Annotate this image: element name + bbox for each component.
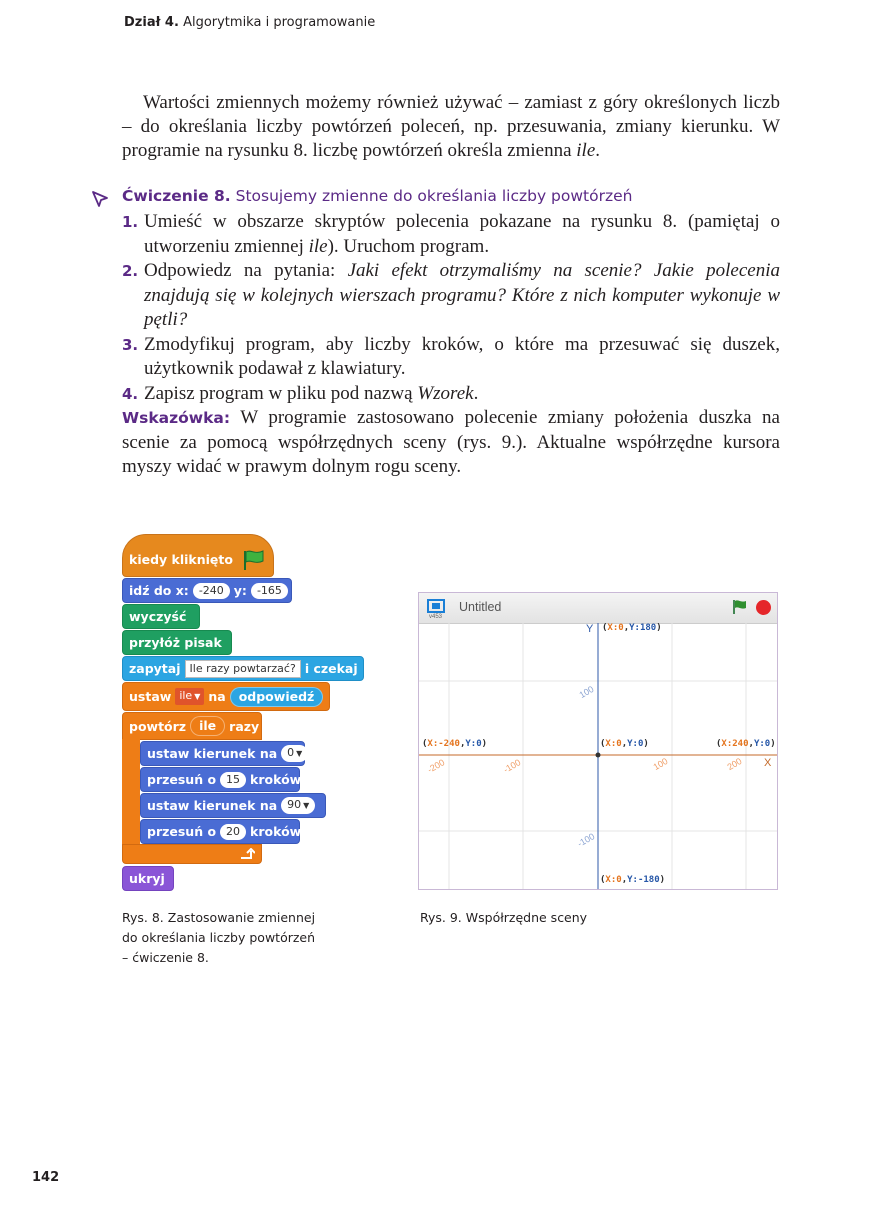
- task-item: [122, 210, 780, 259]
- direction-dropdown[interactable]: [281, 745, 308, 762]
- repeat-bottom: [122, 844, 262, 864]
- coord-y: Y:0: [627, 739, 644, 749]
- exercise-tasks: [122, 210, 780, 480]
- section-title: Algorytmika i programowanie: [183, 15, 376, 30]
- coord-left: (X:-240,Y:0): [422, 739, 488, 749]
- intro-paragraph: [122, 91, 780, 163]
- point-direction-block[interactable]: [140, 793, 326, 818]
- stop-icon[interactable]: [756, 600, 771, 615]
- caption-line: Rys. 8. Zastosowanie zmiennej: [122, 910, 316, 925]
- y-tick: -100: [575, 831, 597, 849]
- origin-dot: [596, 753, 601, 758]
- set-variable-block[interactable]: [122, 682, 330, 711]
- coord-y: Y:0: [753, 739, 771, 749]
- task-text: Zmodyfikuj program, aby liczby kroków, o które ma przesuwać się duszek, użytkownik podawał z klawiatury.: [144, 333, 780, 379]
- loop-arrow-icon: [239, 848, 255, 860]
- block-label: ustaw kierunek na: [147, 746, 278, 761]
- block-label: powtórz: [129, 718, 187, 734]
- coord-bottom: (X:0,Y:-180): [600, 875, 666, 885]
- task-text-end: .: [473, 382, 479, 404]
- figure-9-caption: [420, 908, 587, 928]
- direction-dropdown[interactable]: [281, 797, 315, 814]
- block-label: na: [208, 689, 226, 704]
- stage-title-bar: [419, 593, 777, 624]
- task-number: 4.: [122, 384, 139, 403]
- version-label: v453: [429, 614, 443, 620]
- cursor-arrow-icon: [90, 189, 110, 209]
- task-number: 3.: [122, 335, 139, 354]
- coord-y: Y:-180: [627, 875, 660, 885]
- answer-reporter[interactable]: odpowiedź: [230, 687, 324, 707]
- hint-label: Wskazówka:: [122, 409, 231, 427]
- y-input[interactable]: -165: [251, 583, 288, 599]
- exercise-label: Ćwiczenie 8.: [122, 187, 231, 205]
- hide-block[interactable]: [122, 866, 174, 891]
- question-input[interactable]: Ile razy powtarzać?: [185, 660, 301, 678]
- intro-end: .: [595, 140, 601, 161]
- task-item: [122, 259, 780, 333]
- block-label: razy: [229, 718, 260, 734]
- steps-input[interactable]: 15: [220, 772, 246, 788]
- coord-y: Y:180: [629, 623, 657, 633]
- point-direction-block[interactable]: [140, 741, 305, 766]
- dropdown-arrow-icon: ▼: [303, 801, 310, 810]
- page-number: 142: [32, 1170, 60, 1185]
- direction-value: 0: [287, 746, 295, 759]
- coord-right: (X:240,Y:0): [716, 739, 776, 749]
- task-italic: Jaki efekt otrzymaliśmy na scenie? Jakie polecenia znajdują się w kolejnych wierszach programu? Które z nich komputer wykonuje w pętli?: [144, 260, 780, 330]
- task-italic: ile: [308, 235, 328, 257]
- task-text: Umieść w obszarze skryptów polecenia pokazane na rysunku 8. (pamiętaj o utworzeniu zmiennej: [144, 211, 780, 257]
- x-tick: -200: [425, 757, 447, 775]
- coord-x: X:-240: [427, 739, 460, 749]
- repeat-arm: [122, 739, 140, 845]
- coord-top: (X:0,Y:180): [602, 623, 662, 633]
- direction-value: 90: [287, 798, 302, 811]
- coord-x: X:0: [605, 875, 622, 885]
- intro-var: ile: [576, 140, 596, 161]
- x-axis-label: X: [764, 757, 772, 769]
- caption-line: do określania liczby powtórzeń: [122, 930, 316, 945]
- x-tick: 200: [725, 755, 744, 773]
- block-label: kiedy kliknięto: [129, 552, 233, 567]
- ask-and-wait-block[interactable]: [122, 656, 364, 681]
- caption-line: – ćwiczenie 8.: [122, 950, 209, 965]
- x-input[interactable]: -240: [193, 583, 230, 599]
- figure-8-caption: [122, 908, 315, 968]
- exercise-title: [122, 187, 633, 205]
- project-title: Untitled: [459, 600, 502, 614]
- running-header: [124, 15, 375, 30]
- variable-reporter[interactable]: ile: [190, 716, 225, 736]
- coord-x: X:0: [607, 623, 624, 633]
- x-tick: -100: [501, 757, 523, 775]
- go-to-xy-block[interactable]: [122, 578, 292, 603]
- pen-down-block[interactable]: [122, 630, 232, 655]
- coord-x: X:0: [605, 739, 622, 749]
- block-label: ustaw: [129, 689, 172, 704]
- hint: [122, 406, 780, 480]
- task-text-end: ). Uruchom program.: [327, 235, 490, 257]
- task-number: 2.: [122, 262, 139, 280]
- block-label: przesuń o: [147, 824, 217, 839]
- when-flag-clicked-block[interactable]: [122, 534, 274, 577]
- scratch-stage: [418, 592, 778, 890]
- intro-text: Wartości zmiennych możemy również używać – zamiast z góry określonych liczb – do określania liczby powtórzeń poleceń, np. przesuwania, zmiany kierunku. W programie na rysunku 8. liczbę powtórzeń określa zmienna: [122, 92, 780, 161]
- block-label: ustaw kierunek na: [147, 798, 278, 813]
- block-label: ukryj: [129, 871, 165, 886]
- block-label: wyczyść: [129, 609, 187, 624]
- task-item: [122, 382, 780, 407]
- variable-dropdown[interactable]: [175, 688, 204, 705]
- move-steps-block[interactable]: [140, 819, 300, 844]
- dropdown-arrow-icon: ▼: [296, 749, 303, 758]
- steps-input[interactable]: 20: [220, 824, 246, 840]
- variable-name: ile: [179, 689, 193, 702]
- green-flag-icon[interactable]: [731, 599, 747, 615]
- block-label: kroków: [250, 824, 302, 839]
- block-label: przyłóż pisak: [129, 635, 222, 650]
- task-number: 1.: [122, 213, 139, 231]
- task-text: Zapisz program w pliku pod nazwą: [144, 382, 418, 404]
- move-steps-block[interactable]: [140, 767, 300, 792]
- section-number: Dział 4.: [124, 15, 179, 30]
- coord-x: X:240: [721, 739, 749, 749]
- fullscreen-icon[interactable]: [427, 599, 445, 613]
- coord-y: Y:0: [465, 739, 482, 749]
- caption-line: Rys. 9. Współrzędne sceny: [420, 910, 588, 925]
- exercise-heading: Stosujemy zmienne do określania liczby powtórzeń: [235, 187, 633, 205]
- green-flag-icon: [241, 549, 265, 571]
- task-item: [122, 333, 780, 382]
- block-label: i czekaj: [304, 661, 358, 676]
- block-label: zapytaj: [129, 661, 181, 676]
- block-label: przesuń o: [147, 772, 217, 787]
- task-italic: Wzorek: [417, 382, 474, 404]
- hint-text: W programie zastosowano polecenie zmiany położenia duszka na scenie za pomocą współrzędnych sceny (rys. 9.). Aktualne współrzędne kursora myszy widać w prawym dolnym rogu sceny.: [122, 407, 780, 477]
- y-axis-label: Y: [586, 623, 594, 635]
- clear-block[interactable]: [122, 604, 200, 629]
- x-tick: 100: [651, 755, 670, 773]
- repeat-block[interactable]: [122, 712, 262, 740]
- block-label: idź do x:: [129, 583, 189, 598]
- block-label: kroków: [250, 772, 302, 787]
- stage-grid: [419, 623, 777, 889]
- task-text: Odpowiedz na pytania:: [144, 260, 348, 281]
- dropdown-arrow-icon: ▼: [194, 692, 201, 701]
- y-tick: 100: [577, 683, 596, 701]
- coord-center: (X:0,Y:0): [600, 739, 649, 749]
- block-label: y:: [233, 583, 247, 598]
